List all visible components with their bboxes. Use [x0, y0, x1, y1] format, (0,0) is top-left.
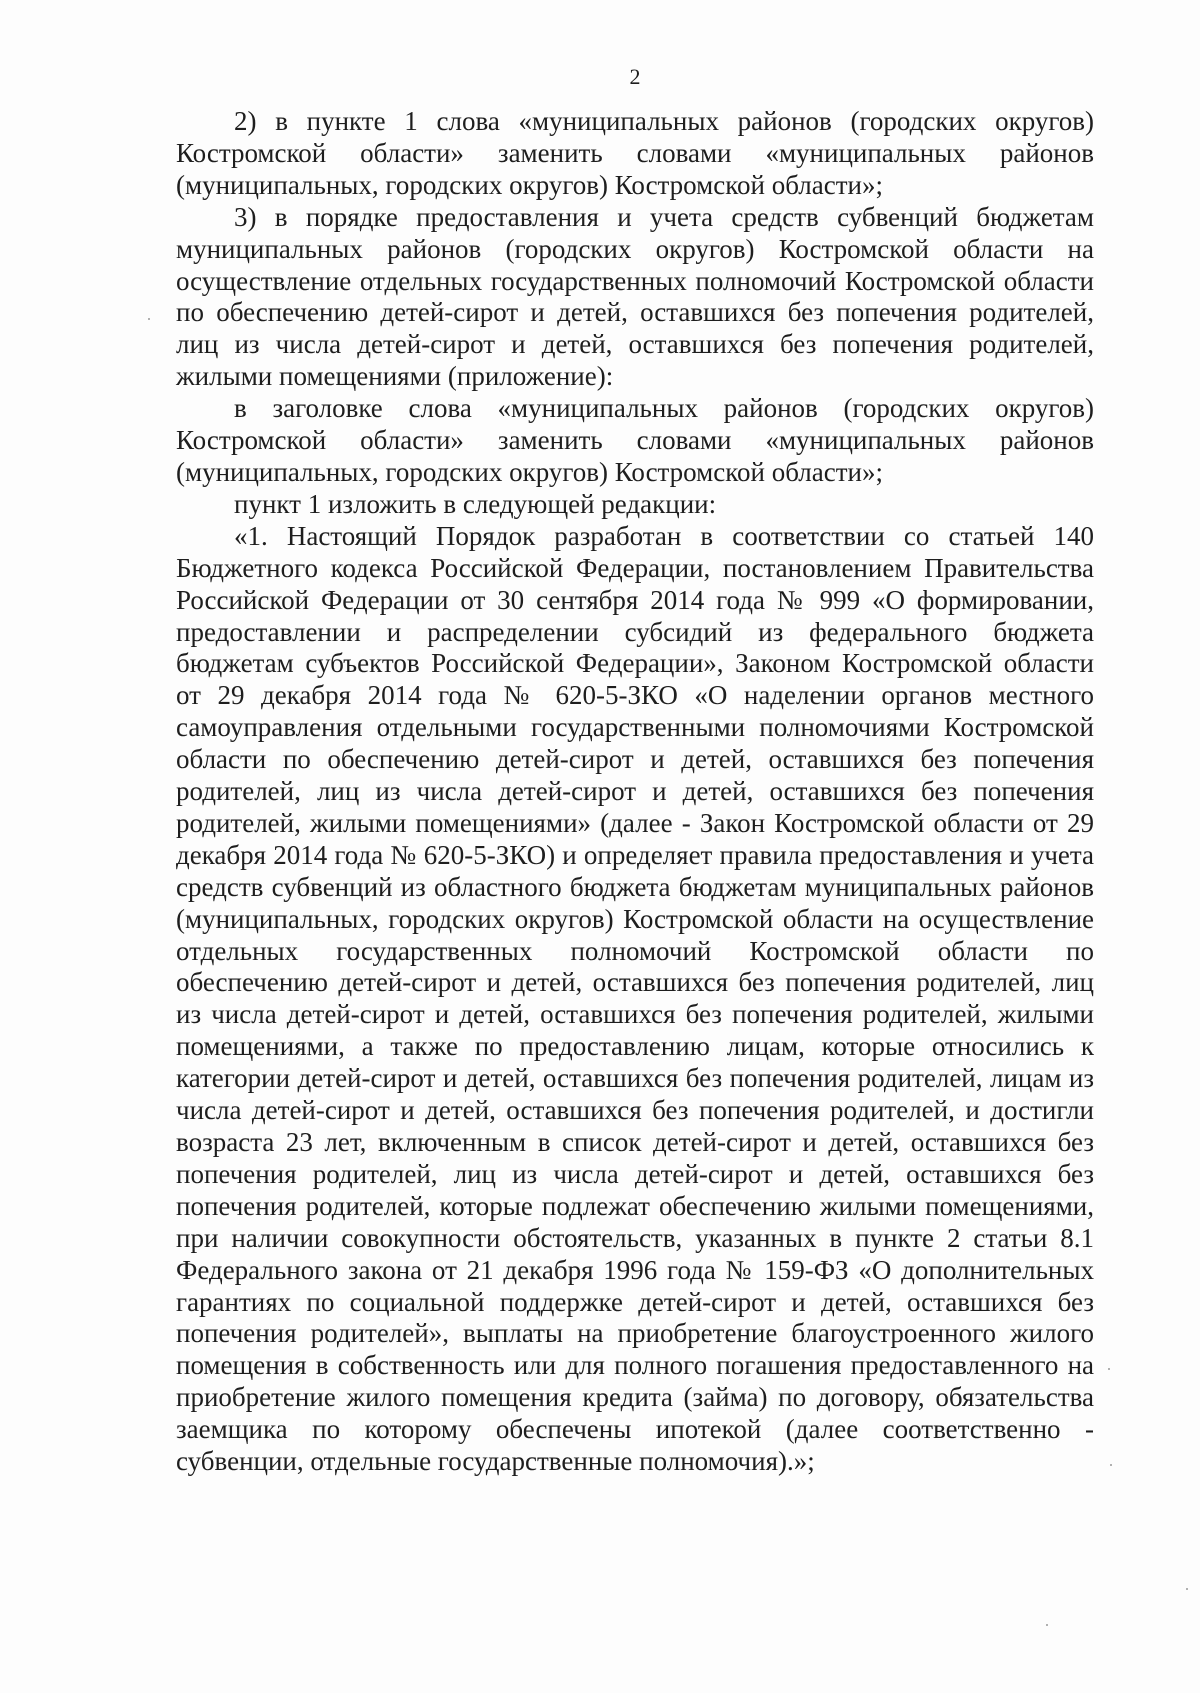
body-text	[176, 106, 1094, 1478]
paragraph-heading-change: в заголовке слова «муниципальных районов (городских округов) Костромской области» заменить словами «муниципальных районов (муниципальных, городских округов) Костромской области»;	[176, 393, 1094, 487]
paragraph-item-3: 3) в порядке предоставления и учета средств субвенций бюджетам муниципальных районов (городских округов) Костромской области на осуществление отдельных государственных полномочий Костромской области по обеспечению детей-сирот и детей, оставшихся без попечения родителей, лиц из числа детей-сирот и детей, оставшихся без попечения родителей, жилыми помещениями (приложение):	[176, 201, 1094, 392]
scan-speck	[1186, 1588, 1188, 1590]
scan-speck	[148, 318, 150, 320]
paragraph-point-1-text: «1. Настоящий Порядок разработан в соответствии со статьей 140 Бюджетного кодекса Российской Федерации, постановлением Правительства Российской Федерации от 30 сентября 2014 года № 999 «О формировании, предоставлении и распределении субсидий из федерального бюджета бюджетам субъектов Российской Федерации», Законом Костромской области от 29 декабря 2014 года № 620-5-ЗКО «О наделении органов местного самоуправления отдельными государственными полномочиями Костромской области по обеспечению детей-сирот и детей, оставшихся без попечения родителей, лиц из числа детей-сирот и детей, оставшихся без попечения родителей, жилыми помещениями» (далее - Закон Костромской области от 29 декабря 2014 года № 620-5-ЗКО) и определяет правила предоставления и учета средств субвенций из областного бюджета бюджетам муниципальных районов (муниципальных, городских округов) Костромской области на осуществление отдельных государственных полномочий Костромской области по обеспечению детей-сирот и детей, оставшихся без попечения родителей, лиц из числа детей-сирот и детей, оставшихся без попечения родителей, жилыми помещениями, а также по предоставлению лицам, которые относились к категории детей-сирот и детей, оставшихся без попечения родителей, лицам из числа детей-сирот и детей, оставшихся без попечения родителей, и достигли возраста 23 лет, включенным в список детей-сирот и детей, оставшихся без попечения родителей, лиц из числа детей-сирот и детей, оставшихся без попечения родителей, которые подлежат обеспечению жилыми помещениями, при наличии совокупности обстоятельств, указанных в пункте 2 статьи 8.1 Федерального закона от 21 декабря 1996 года № 159-ФЗ «О дополнительных гарантиях по социальной поддержке детей-сирот и детей, оставшихся без попечения родителей», выплаты на приобретение благоустроенного жилого помещения в собственность или для полного погашения предоставленного на приобретение жилого помещения кредита (займа) по договору, обязательства заемщика по которому обеспечены ипотекой (далее соответственно - субвенции, отдельные государственные полномочия).»;	[176, 520, 1094, 1477]
scan-speck	[1046, 1624, 1048, 1626]
page-number: 2	[629, 64, 641, 89]
paragraph-point-1-intro: пункт 1 изложить в следующей редакции:	[234, 488, 717, 519]
paragraph-item-2: 2) в пункте 1 слова «муниципальных районов (городских округов) Костромской области» заменить словами «муниципальных районов (муниципальных, городских округов) Костромской области»;	[176, 106, 1094, 200]
scan-speck	[1108, 1368, 1110, 1370]
scan-speck	[1110, 1464, 1112, 1466]
